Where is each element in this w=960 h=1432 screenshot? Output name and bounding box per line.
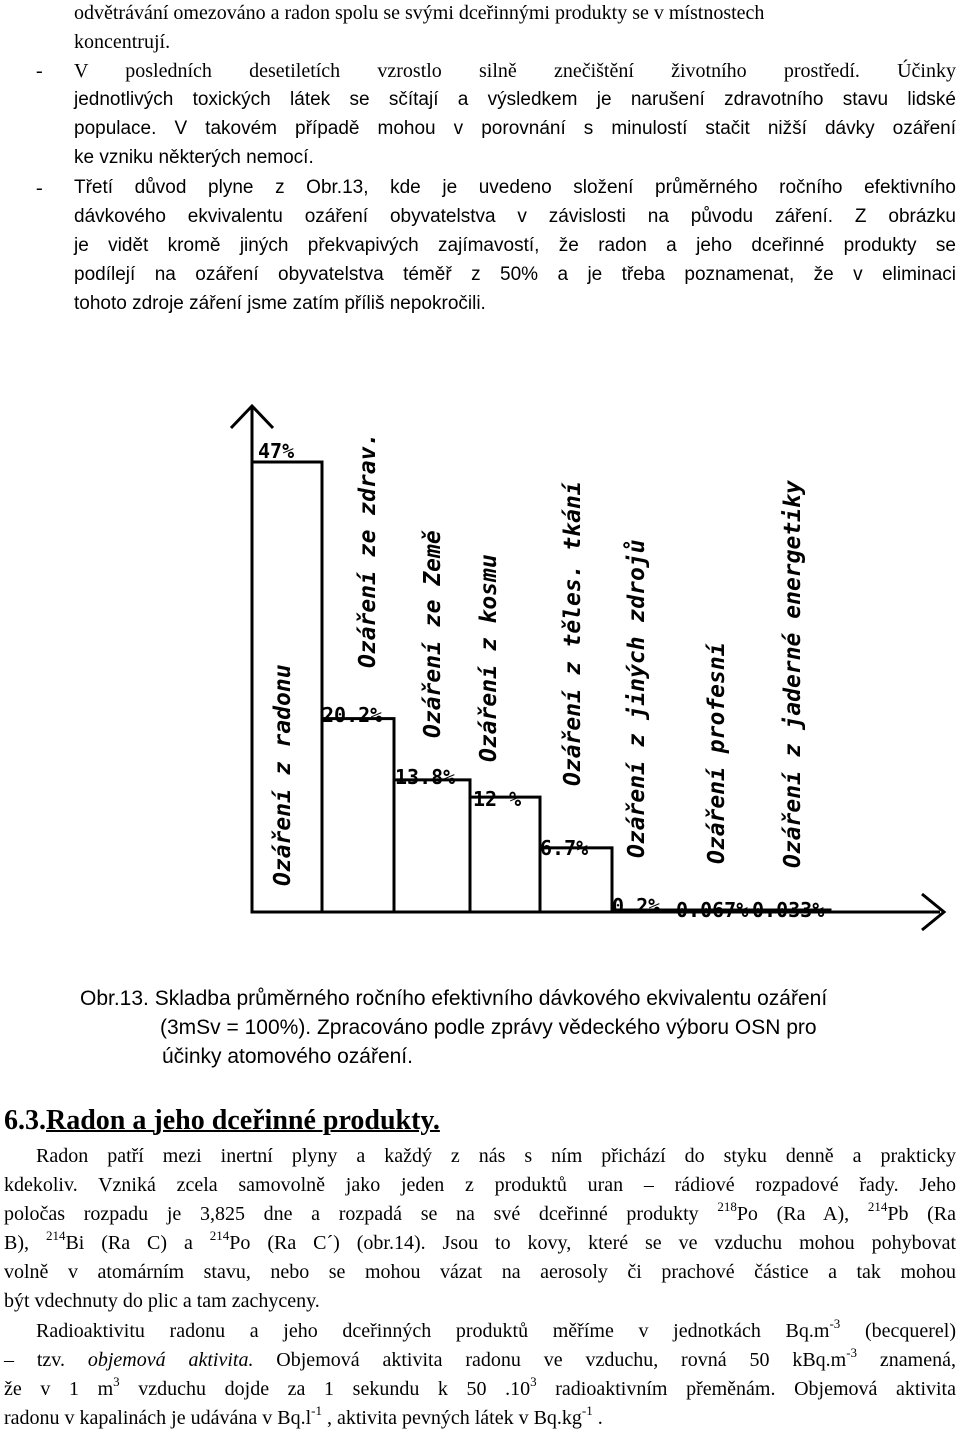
text-run: Po (Ra C´) (obr.14). Jsou to kovy, které se ve vzduchu mohou pohybovat [229,1232,957,1254]
bar-value-label: 12 % [473,787,522,811]
superscript: -1 [581,1403,593,1418]
bullet-dash: - [36,60,43,82]
category-label: Ozáření z jaderné energetiky [780,480,806,868]
superscript: 3 [530,1374,537,1389]
text-run: B), [4,1232,46,1254]
text-line: V posledních desetiletích vzrostlo silně znečištění životního prostředí. Účinky [74,60,956,82]
category-label: Ozáření z jiných zdrojů [624,539,650,858]
text-line: dávkového ekvivalentu ozáření obyvatelstva v závislosti na původu záření. Z obrázku [74,206,956,227]
section-title: Radon a jeho dceřinné produkty. [46,1105,440,1136]
category-label: Ozáření ze zdrav. [355,432,381,668]
text-line [4,1200,956,1228]
superscript: 214 [209,1228,230,1243]
bar-value-label: 0.2% [612,894,661,918]
text-line: koncentrují. [74,31,171,53]
text-line [4,1346,956,1374]
superscript: -1 [311,1403,322,1418]
bar-value-label: 0.067% [676,898,749,922]
text-line [4,1229,956,1257]
text-run: Radioaktivitu radonu a jeho dceřinných produktů měříme v jednotkách Bq.m [36,1320,830,1342]
text-line [36,1317,956,1345]
text-line: tohoto zdroje záření jsme zatím příliš nepokročili. [74,293,486,314]
text-line: Radon patří mezi inertní plyny a každý z nás s ním přichází do styku denně a prakticky [36,1145,956,1167]
text-run: Bi (Ra C) a [65,1232,210,1254]
bar-value-label: 20.2% [322,703,383,727]
category-label: Ozáření z těles. tkání [560,481,586,786]
text-run: radioaktivním přeměnám. Objemová aktivita [536,1378,956,1400]
text-line: jednotlivých toxických látek se sčítají a výsledkem je narušení zdravotního stavu lidské [74,89,956,110]
text-run: znamená, [857,1349,956,1371]
superscript: 214 [45,1228,66,1243]
text-run: že v 1 m [4,1378,114,1400]
bar-value-label: 0.033% [752,898,825,922]
text-line: být vdechnuty do plic a tam zachyceny. [4,1290,320,1312]
text-run: vzduchu dojde za 1 sekundu k 50 .10 [119,1378,531,1400]
text-line: populace. V takovém případě mohou v porovnání s minulostí stačit nižší dávky ozáření [74,118,956,139]
text-run: – tzv. [4,1349,88,1371]
text-run: . [592,1407,603,1429]
text-line: ke vzniku některých nemocí. [74,147,314,168]
figure-caption-line1 [80,984,827,1013]
section-number: 6.3. [4,1105,46,1136]
text-run: , aktivita pevných látek v Bq.kg [321,1407,582,1429]
superscript: 218 [717,1199,737,1214]
text-line: kdekoliv. Vzniká zcela samovolně jako jeden z produktů uran – rádiové rozpadové řady. Jeho [4,1174,956,1196]
text-line [4,1375,956,1403]
bar [394,780,470,912]
text-line: volně v atomárním stavu, nebo se mohou vázat na aerosoly či prachové částice a tak mohou [4,1261,956,1283]
bar [470,797,540,912]
bar-value-label: 13.8% [395,765,456,789]
superscript: 3 [113,1374,120,1389]
caption-text: Skladba průměrného ročního efektivního dávkového ekvivalentu ozáření [154,987,828,1010]
category-label: Ozáření z radonu [270,664,296,886]
italic-term: objemová aktivita. [87,1349,254,1371]
text-line: odvětrávání omezováno a radon spolu se svými dceřinnými produkty se v místnostech [74,2,765,24]
figure-label: Obr.13. [80,987,149,1010]
bar-value-label: 6.7% [540,836,589,860]
text-run: Pb (Ra [887,1203,956,1225]
text-run: Po (Ra A), [736,1203,868,1225]
superscript: 214 [867,1199,888,1214]
text-line [4,1404,603,1432]
text-run: poločas rozpadu je 3,825 dne a rozpadá se na své dceřinné produkty [4,1203,718,1225]
bar-value-label: 47% [258,439,295,463]
section-heading [4,1103,440,1139]
text-run: radonu v kapalinách je udávána v Bq.l [4,1407,312,1429]
text-run: Objemová aktivita radonu ve vzduchu, rovná 50 kBq.m [253,1349,847,1371]
category-label: Ozáření z kosmu [476,554,502,762]
bullet-dash: - [36,177,43,199]
category-label: Ozáření ze Země [420,530,446,738]
figure-caption-line2: (3mSv = 100%). Zpracováno podle zprávy vědeckého výboru OSN pro [160,1016,817,1039]
text-run: (becquerel) [840,1320,957,1342]
category-label: Ozáření profesní [704,642,730,864]
text-line: podílejí na ozáření obyvatelstva téměř z 50% a je třeba poznamenat, že v eliminaci [74,264,956,285]
figure-caption-line3: účinky atomového ozáření. [162,1045,413,1068]
superscript: -3 [829,1316,841,1331]
superscript: -3 [846,1345,858,1360]
text-line: je vidět kromě jiných překvapivých zajímavostí, že radon a jeho dceřinné produkty se [74,235,956,256]
bar [322,719,394,912]
text-line: Třetí důvod plyne z Obr.13, kde je uvedeno složení průměrného ročního efektivního [74,177,956,198]
